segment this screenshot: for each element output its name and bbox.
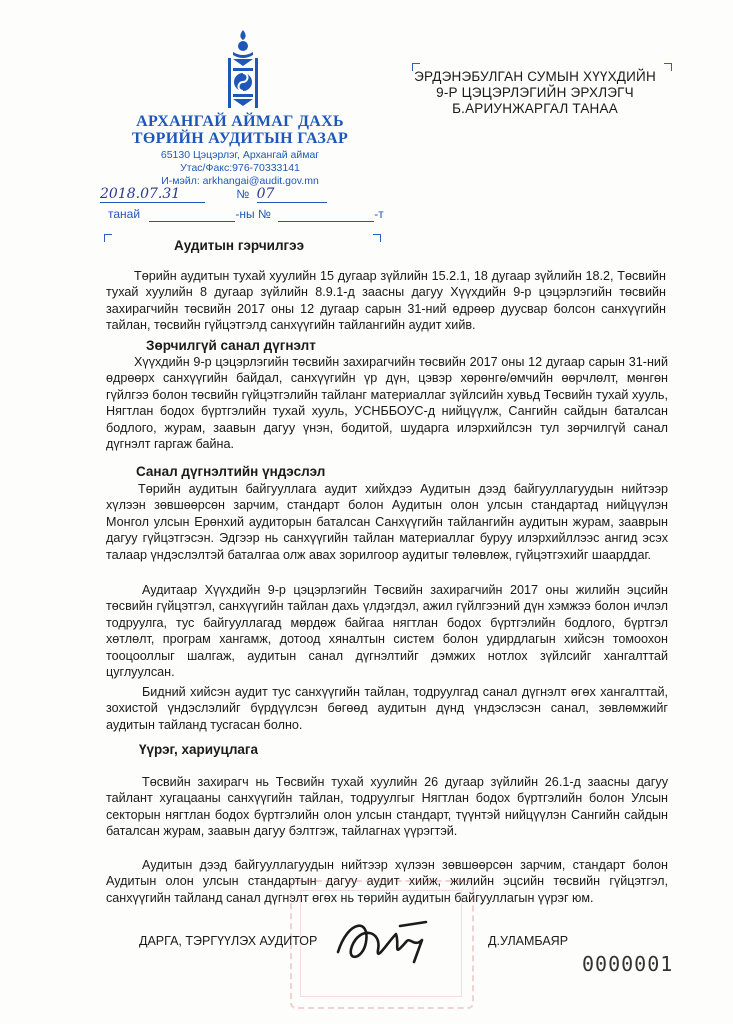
- section-heading-opinion: Зөрчилгүй санал дүгнэлт: [146, 338, 316, 353]
- opinion-paragraph: Хүүхдийн 9-р цэцэрлэгийн төсвийн захирагчийн төсвийн 2017 оны 12 дугаар сарын 31-ний өдрөөрх санхүүгийн байдал, санхүүгийн үр дүн, цэвэр хөрөнгө/өмчийн өөрчлөлт, мөнгөн гүйлгээ болон төсвийн гүйцэтгэлийн тайланг материаллаг зүйлсийн хувьд Төсвийн тухай хууль, Нягтлан бодох бүртгэлийн тухай хууль, УСНББОУС-д нийцүүлж, Сангийн сайдын баталсан бодлого, журам, заавын дагуу үнэн, бодитой, шударга илэрхийлсэн тул зөрчилгүй санал дүгнэлт гаргаж байна.: [106, 355, 668, 452]
- section-heading-responsibility: Үүрэг, хариуцлага: [139, 742, 259, 757]
- reference-your-blank: [149, 207, 235, 222]
- org-name-line2: ТӨРИЙН АУДИТЫН ГАЗАР: [131, 130, 349, 147]
- section-heading-basis: Санал дүгнэлтийн үндэслэл: [136, 464, 326, 479]
- signatory-name: Д.УЛАМБАЯР: [488, 934, 569, 948]
- reference-your-no-label: -ны №: [235, 207, 271, 221]
- recipient-line3: Б.АРИУНЖАРГАЛ ТАНАА: [452, 101, 618, 116]
- reference-suffix: -т: [374, 207, 384, 221]
- title-corner-tl: [104, 234, 112, 242]
- recipient-line2: 9-Р ЦЭЦЭРЛЭГИЙН ЭРХЛЭГЧ: [436, 85, 634, 100]
- intro-paragraph: Төрийн аудитын тухай хуулийн 15 дугаар зүйлийн 15.2.1, 18 дугаар зүйлийн 18.2, Төсвийн тухай хуулийн 8 дугаар зүйлийн 8.9.1-д заасны дагуу Хүүхдийн 9-р цэцэрлэгийн төсвийн захирагчийн төсвийн 2017 оны 12 дугаар сарын 31-ний өдрөөр дуусвар болсон санхүүгийн тайлан, төсвийн гүйцэтгэлд санхүүгийн тайлангийн аудит хийв.: [106, 269, 666, 333]
- basis-paragraph-2: Аудитаар Хүүхдийн 9-р цэцэрлэгийн Төсвийн захирагчийн 2017 оны жилийн эцсийн төсвийн гүйцэтгэл, санхүүгийн тайлан дахь үлдэгдэл, ажил гүйлгээний дүн хэмжээ болон ичлэл тодруулга, тус байгууллагад мөрдөж байгаа нягтлан бодох бүртгэлийн бодлого, бүртгэл хөтлөлт, програм хангамж, дотоод хяналтын систем болон удирдлагын хийсэн томоохон тооцооллыг шалгаж, аудитын санал дүгнэлтийг дэмжих нотлох зүйлсийг хангалттай цуглуулсан.: [106, 583, 668, 680]
- serial-number: 0000001: [582, 952, 674, 976]
- reference-your-label: танай: [108, 207, 141, 221]
- responsibility-paragraph-2: Аудитын дээд байгууллагуудын нийтээр хүлээн зөвшөөрсөн зарчим, стандарт болон Аудитын олон улсын стандартын дагуу аудит хийж, жилийн эцсийн төсвийн гүйцэтгэл, санхүүгийн тайланд санал дүгнэлт өгөх нь төрийн аудитын байгууллагын үүрэг юм.: [106, 858, 668, 905]
- basis-paragraph-1: Төрийн аудитын байгууллага аудит хийхдээ Аудитын дээд байгууллагуудын нийтээр хүлээн зөвшөөрсөн зарчим, стандарт болон Аудитын олон улсын стандартад нийцүүлэн Монгол улсын Ерөнхий аудиторын баталсан Санхүүгийн тайлангийн аудитын журам, зааврын дагуу гүйцэтгэсэн. Эдгээр нь санхүүгийн тайлан материаллаг буруу илэрхийллээс ангид эсэх талаар үндэслэлтэй баталгаа олж авах зорилгоор аудитыг төлөвлөж, гүйцэтгэхийг шаарддаг.: [106, 482, 668, 562]
- handwritten-signature-icon: [330, 912, 440, 972]
- reference-reply-row: [108, 207, 384, 222]
- soyombo-emblem-icon: [219, 28, 267, 112]
- org-address: 65130 Цэцэрлэг, Архангай аймаг: [160, 149, 320, 161]
- signatory-position: ДАРГА, ТЭРГҮҮЛЭХ АУДИТОР: [139, 934, 318, 948]
- responsibility-paragraph-1: Төсвийн захирагч нь Төсвийн тухай хуулийн 26 дугаар зүйлийн 26.1-д заасны дагуу тайлант хугацааны санхүүгийн тайлан, тодруулгыг Нягтлан бодох бүртгэлийн болон Улсын секторын нягтлан бодох бүртгэлийн олон улсын стандарт, түүнтэй нийцүүлэн Сангийн сайдын баталсан журам, заавын дагуу бэлтгэж, тайлагнах үүрэгтэй.: [106, 775, 668, 839]
- reference-date: 2018.07.31: [100, 186, 205, 203]
- org-name-line1: АРХАНГАЙ АЙМАГ ДАХЬ: [136, 113, 344, 130]
- reference-your-no-blank: [278, 207, 374, 222]
- document-title: Аудитын гэрчилгээ: [174, 238, 305, 253]
- org-email: И-мэйл: arkhangai@audit.gov.mn: [161, 175, 319, 187]
- basis-paragraph-3: Бидний хийсэн аудит тус санхүүгийн тайлан, тодруулгад санал дүгнэлт өгөх хангалттай, зохистой үндэслэлийг бүрдүүлсэн бөгөөд аудитын дүнд үндэслэсэн санал, зөвлөмжийг аудитын тайланд тусгасан болно.: [106, 685, 668, 732]
- reference-number: 07: [257, 186, 327, 203]
- reference-date-row: [100, 186, 327, 203]
- reference-number-label: №: [236, 187, 250, 201]
- org-phone: Утас/Факс:976-70333141: [180, 162, 300, 174]
- recipient-line1: ЭРДЭНЭБУЛГАН СУМЫН ХҮҮХДИЙН: [414, 69, 656, 84]
- title-corner-tr: [373, 234, 381, 242]
